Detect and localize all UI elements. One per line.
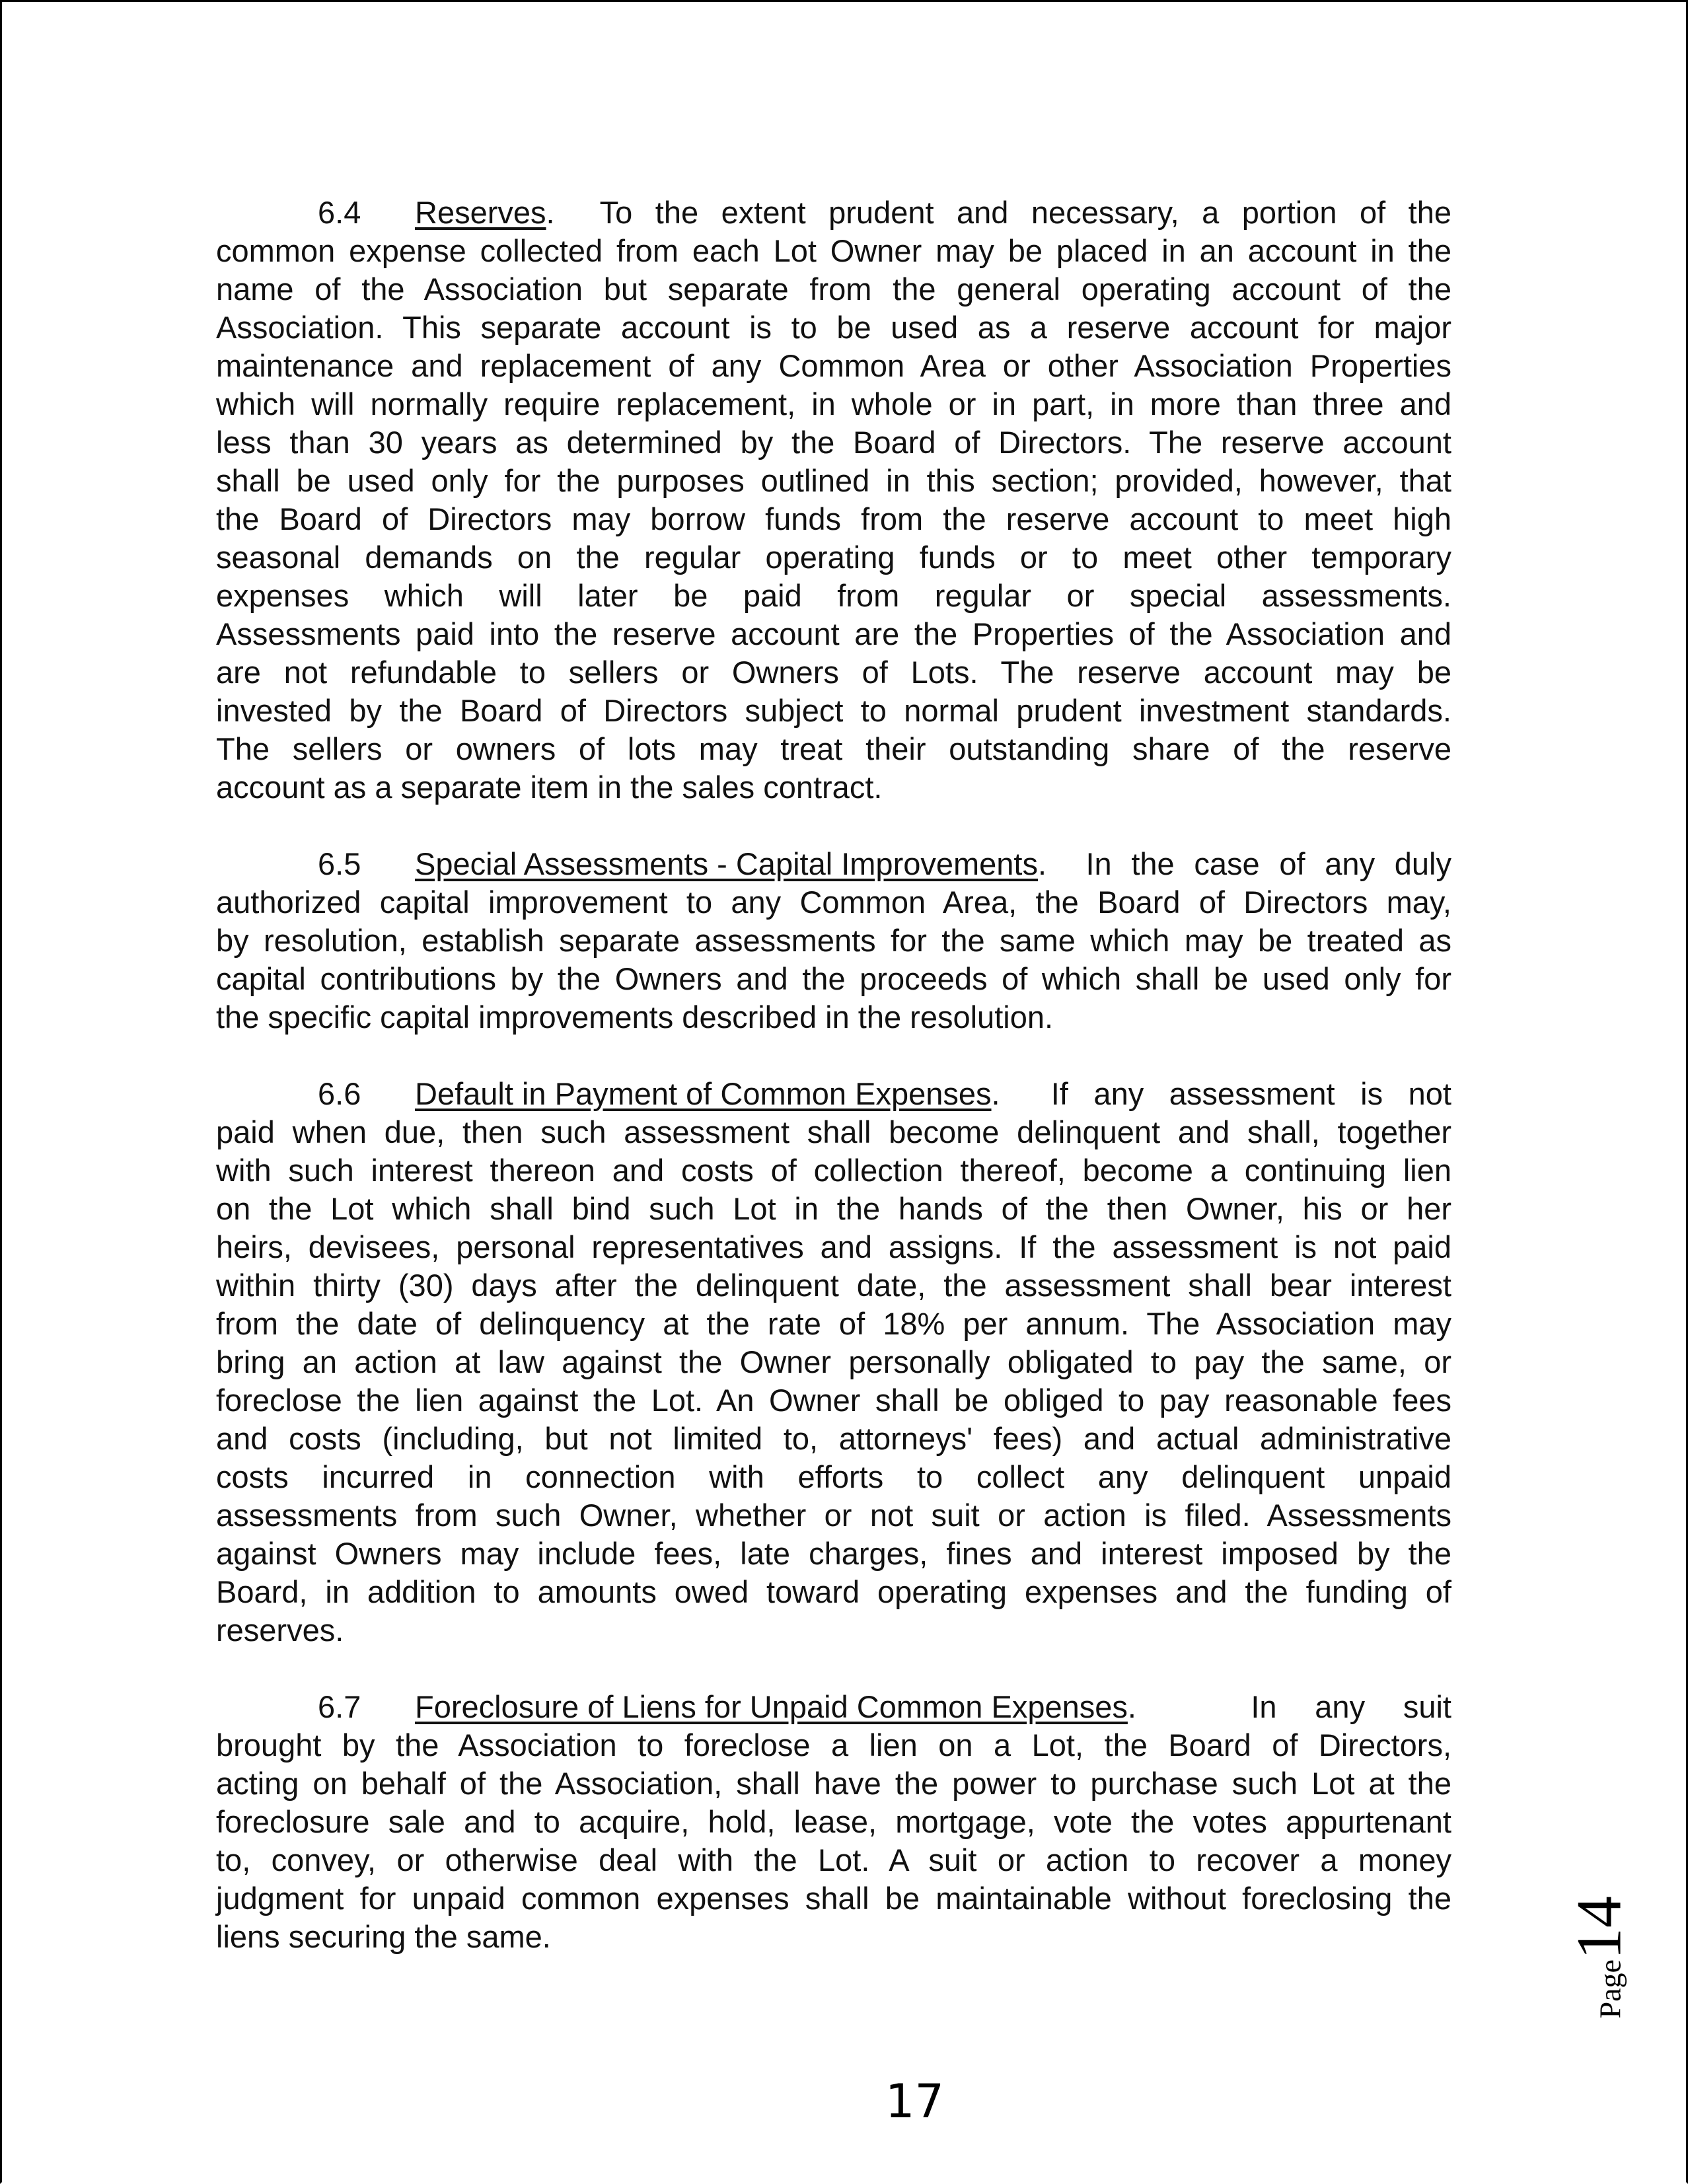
text-line: authorized capital improvement to any Common Area, the Board of Directors may,	[216, 885, 1451, 920]
text-line: Assessments paid into the reserve account are the Properties of the Association and	[216, 616, 1451, 651]
text-line: with such interest thereon and costs of collection thereof, become a continuing lien	[216, 1153, 1451, 1188]
text-line: from the date of delinquency at the rate of 18% per annum. The Association may	[216, 1306, 1451, 1341]
page-label: Page	[1593, 1959, 1627, 2019]
text-line: and costs (including, but not limited to, attorneys' fees) and actual administrative	[216, 1421, 1451, 1456]
text-line: judgment for unpaid common expenses shall be maintainable without foreclosing the	[216, 1881, 1451, 1916]
text-line: by resolution, establish separate assessments for the same which may be treated as	[216, 923, 1451, 958]
text-line: brought by the Association to foreclose a lien on a Lot, the Board of Directors,	[216, 1728, 1451, 1763]
section-first-line	[216, 1688, 1451, 1726]
text-line: maintenance and replacement of any Common Area or other Association Properties	[216, 348, 1451, 383]
text-line: account as a separate item in the sales contract.	[216, 770, 883, 805]
section-heading: Reserves	[415, 195, 546, 230]
section-number: 6.5	[318, 846, 361, 881]
section-heading: Default in Payment of Common Expenses	[415, 1076, 992, 1111]
text-line: Board, in addition to amounts owed toward operating expenses and the funding of	[216, 1574, 1451, 1609]
text-line: costs incurred in connection with efforts to collect any delinquent unpaid	[216, 1459, 1451, 1494]
text-line: Association. This separate account is to be used as a reserve account for major	[216, 310, 1451, 345]
section-text: . If any assessment is not	[991, 1076, 1451, 1111]
text-line: reserves.	[216, 1613, 344, 1648]
text-line: capital contributions by the Owners and the proceeds of which shall be used only for	[216, 961, 1451, 996]
section-first-line	[216, 194, 1451, 232]
text-line: common expense collected from each Lot Owner may be placed in an account in the	[216, 233, 1451, 268]
text-line: acting on behalf of the Association, shall have the power to purchase such Lot at the	[216, 1766, 1451, 1801]
text-line: within thirty (30) days after the delinquent date, the assessment shall bear interest	[216, 1268, 1451, 1303]
section-first-line	[216, 1075, 1451, 1113]
text-line: heirs, devisees, personal representatives and assigns. If the assessment is not paid	[216, 1229, 1451, 1264]
section-first-line	[216, 845, 1451, 883]
text-line: foreclose the lien against the Lot. An Owner shall be obliged to pay reasonable fees	[216, 1383, 1451, 1418]
page-number-stamp	[1562, 1847, 1636, 2019]
section-heading: Special Assessments - Capital Improvements	[415, 846, 1038, 881]
text-line: assessments from such Owner, whether or not suit or action is filed. Assessments	[216, 1498, 1451, 1533]
document-body	[216, 194, 1451, 1956]
text-line: against Owners may include fees, late charges, fines and interest imposed by the	[216, 1536, 1451, 1571]
text-line: less than 30 years as determined by the Board of Directors. The reserve account	[216, 425, 1451, 460]
text-line: bring an action at law against the Owner personally obligated to pay the same, or	[216, 1344, 1451, 1379]
text-line: seasonal demands on the regular operating funds or to meet other temporary	[216, 540, 1451, 575]
handwritten-page-number: 17	[885, 2074, 945, 2129]
section-number: 6.4	[318, 195, 361, 230]
text-line: liens securing the same.	[216, 1919, 551, 1954]
section-6-6	[216, 1075, 1451, 1650]
section-number: 6.6	[318, 1076, 361, 1111]
section-6-7	[216, 1688, 1451, 1956]
text-line: which will normally require replacement, in whole or in part, in more than three and	[216, 386, 1451, 421]
text-line: invested by the Board of Directors subject to normal prudent investment standards.	[216, 693, 1451, 728]
text-line: foreclosure sale and to acquire, hold, lease, mortgage, vote the votes appurtenant	[216, 1804, 1451, 1839]
section-text: . In the case of any duly	[1037, 846, 1451, 881]
section-number: 6.7	[318, 1689, 361, 1724]
section-text: . To the extent prudent and necessary, a portion of the	[546, 195, 1451, 230]
section-6-4	[216, 194, 1451, 807]
text-line: to, convey, or otherwise deal with the Lot. A suit or action to recover a money	[216, 1842, 1451, 1877]
text-line: The sellers or owners of lots may treat their outstanding share of the reserve	[216, 731, 1451, 766]
section-heading: Foreclosure of Liens for Unpaid Common Expenses	[415, 1689, 1128, 1724]
section-6-5	[216, 845, 1451, 1037]
text-line: name of the Association but separate from the general operating account of the	[216, 272, 1451, 307]
text-line: on the Lot which shall bind such Lot in the hands of the then Owner, his or her	[216, 1191, 1451, 1226]
section-text: . In any suit	[1127, 1689, 1451, 1724]
text-line: paid when due, then such assessment shall become delinquent and shall, together	[216, 1114, 1451, 1149]
text-line: expenses which will later be paid from regular or special assessments.	[216, 578, 1451, 613]
page-number: 14	[1563, 1896, 1634, 1960]
text-line: shall be used only for the purposes outlined in this section; provided, however, that	[216, 463, 1451, 498]
text-line: the Board of Directors may borrow funds from the reserve account to meet high	[216, 501, 1451, 536]
text-line: the specific capital improvements described in the resolution.	[216, 1000, 1054, 1035]
text-line: are not refundable to sellers or Owners of Lots. The reserve account may be	[216, 655, 1451, 690]
